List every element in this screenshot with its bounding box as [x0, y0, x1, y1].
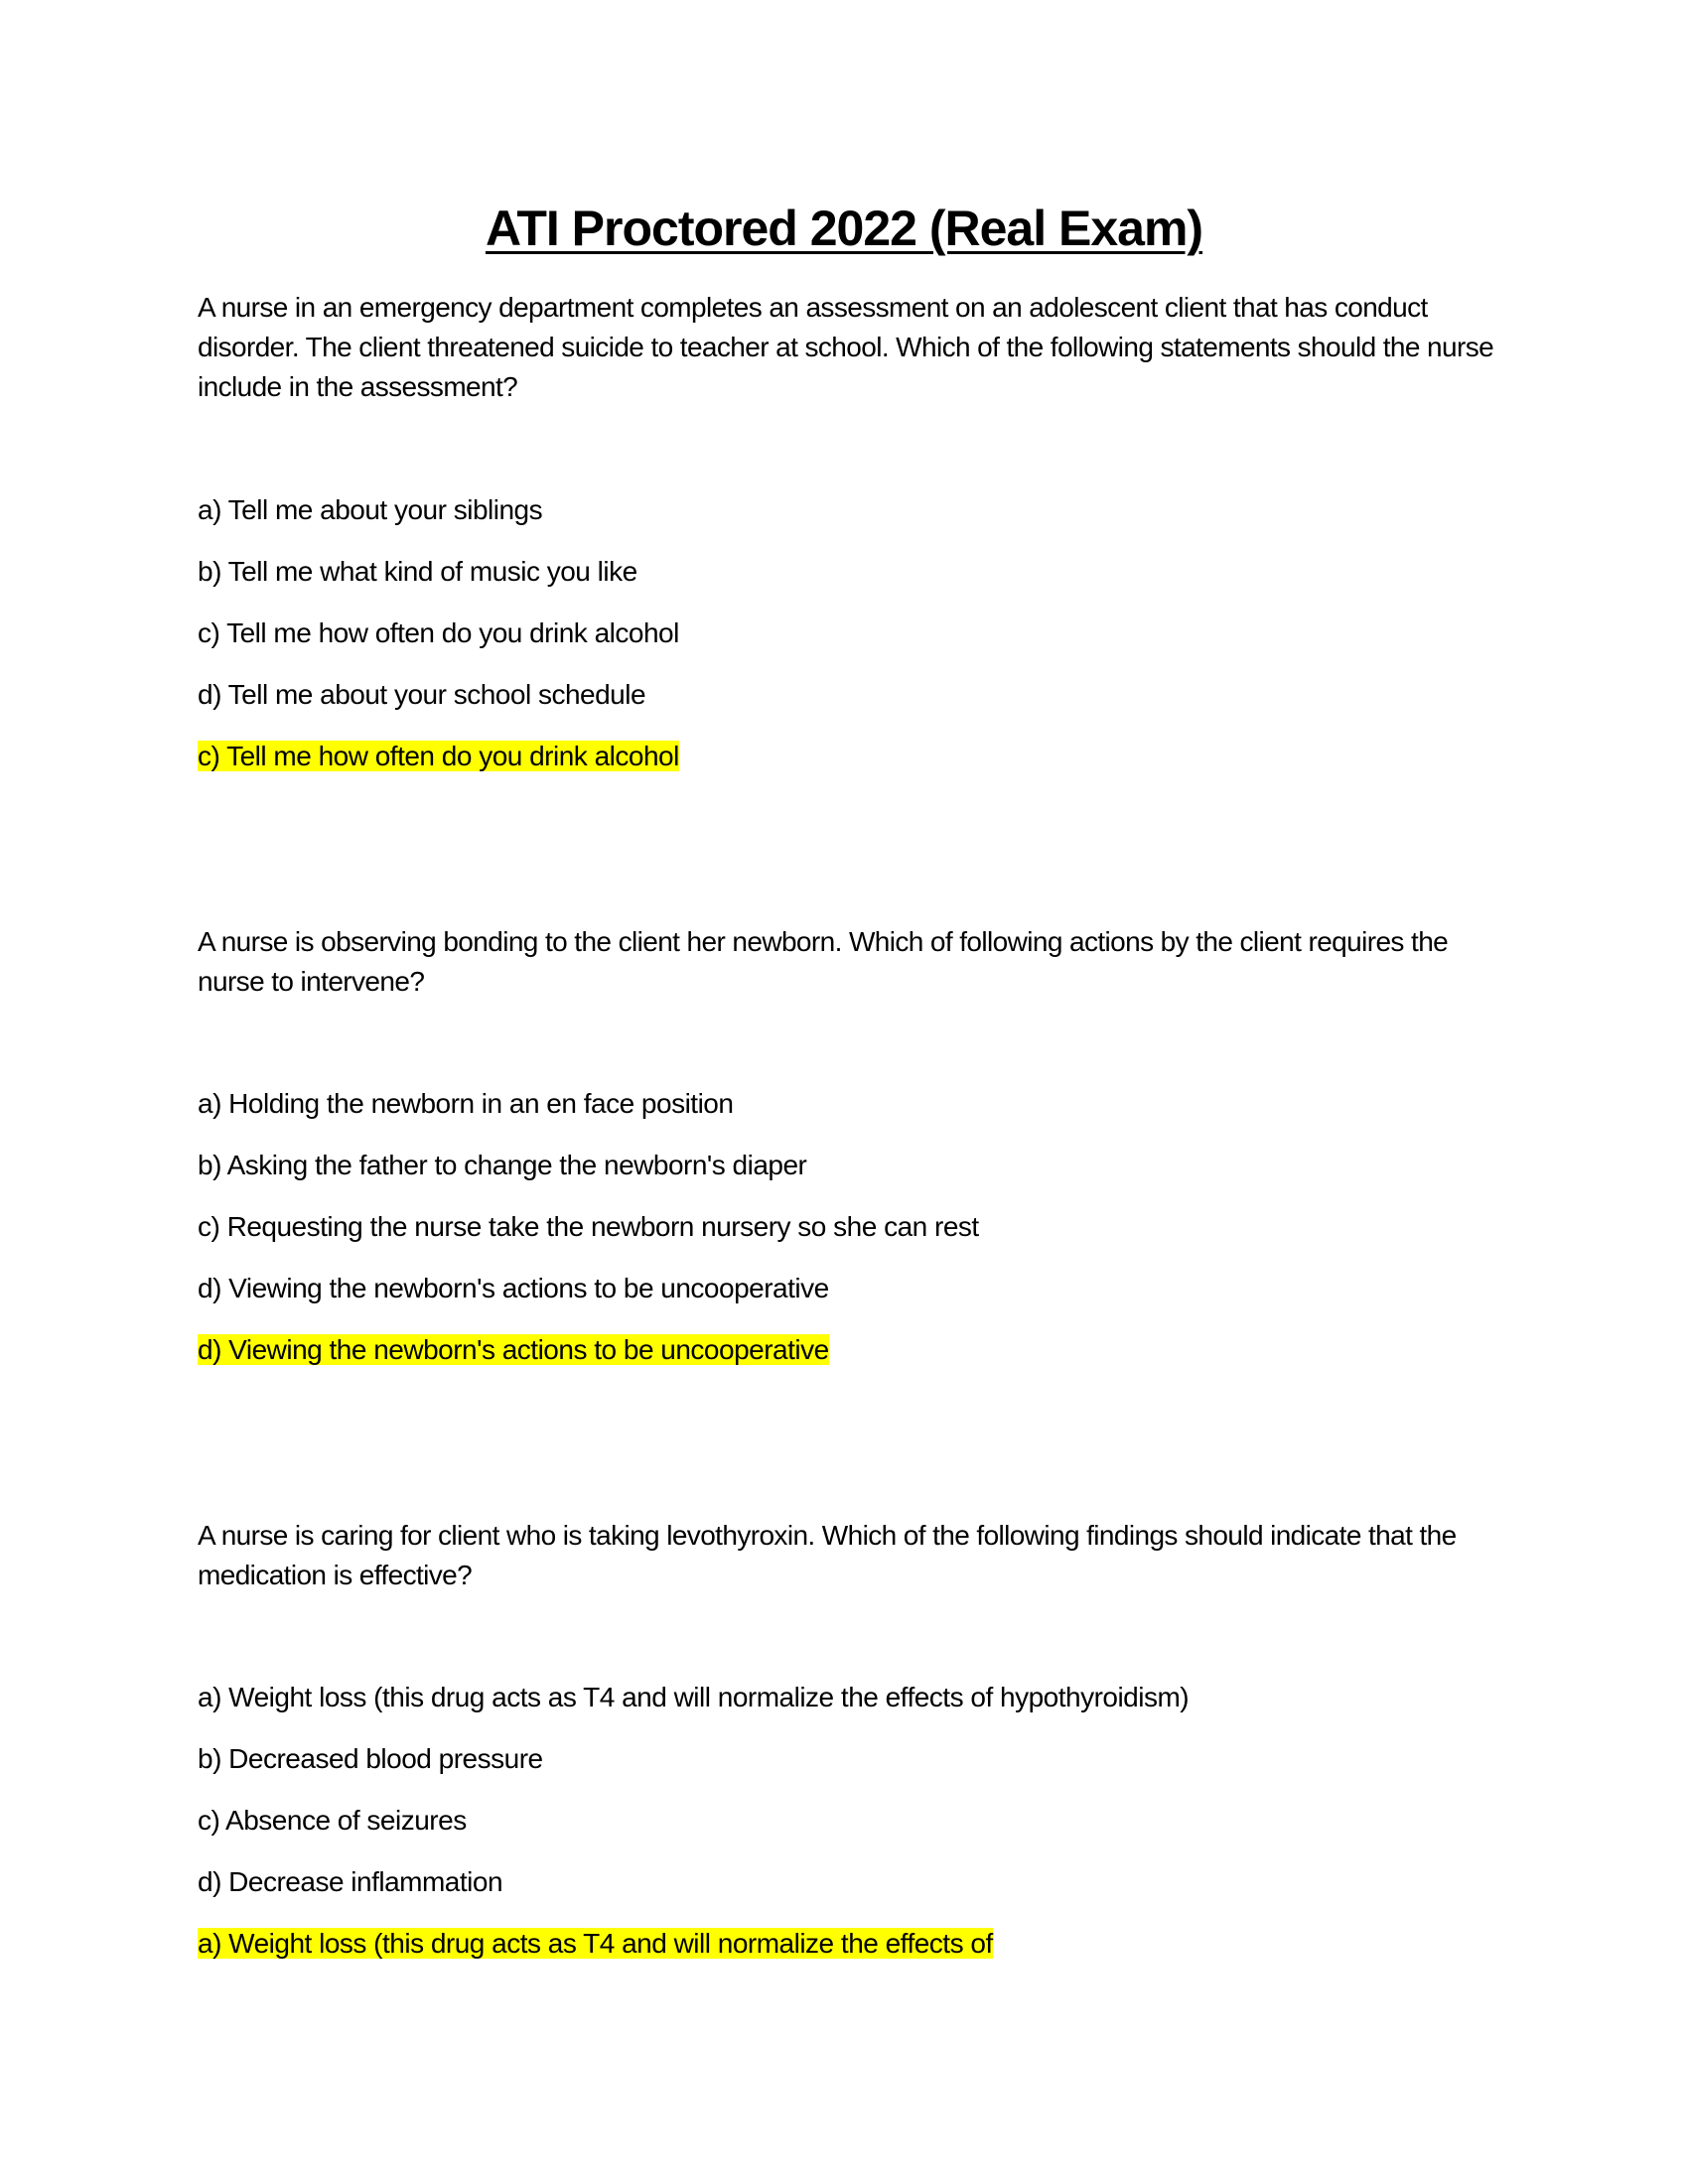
question-2-option-d: d) Viewing the newborn's actions to be uncooperative	[198, 1273, 829, 1303]
question-1-option-a: a) Tell me about your siblings	[198, 494, 543, 525]
question-1-option-c: c) Tell me how often do you drink alcohol	[198, 617, 679, 648]
question-1-stem: A nurse in an emergency department completes an assessment on an adolescent client that has conduct disorder. The client threatened suicide to teacher at school. Which of the following statements should the nurse include in the assessment?	[198, 292, 1494, 402]
question-1-answer-highlight: c) Tell me how often do you drink alcohol	[198, 741, 679, 771]
question-2-option-c: c) Requesting the nurse take the newborn nursery so she can rest	[198, 1211, 979, 1242]
question-2-option-b: b) Asking the father to change the newborn's diaper	[198, 1150, 807, 1180]
question-3-stem: A nurse is caring for client who is taking levothyroxin. Which of the following findings should indicate that the medication is effective?	[198, 1520, 1457, 1590]
question-3-option-b: b) Decreased blood pressure	[198, 1743, 543, 1774]
question-2-stem: A nurse is observing bonding to the client her newborn. Which of following actions by the client requires the nurse to intervene?	[198, 926, 1449, 997]
question-3-option-a: a) Weight loss (this drug acts as T4 and will normalize the effects of hypothyroidism)	[198, 1682, 1190, 1712]
question-3-answer-highlight: a) Weight loss (this drug acts as T4 and will normalize the effects of	[198, 1928, 993, 1959]
question-1-option-d: d) Tell me about your school schedule	[198, 679, 646, 710]
document-title: ATI Proctored 2022 (Real Exam)	[485, 201, 1203, 256]
question-2-answer-highlight: d) Viewing the newborn's actions to be uncooperative	[198, 1334, 829, 1365]
question-3-option-c: c) Absence of seizures	[198, 1805, 467, 1836]
question-3-option-d: d) Decrease inflammation	[198, 1866, 503, 1897]
question-2-option-a: a) Holding the newborn in an en face position	[198, 1088, 734, 1119]
question-1-option-b: b) Tell me what kind of music you like	[198, 556, 637, 587]
